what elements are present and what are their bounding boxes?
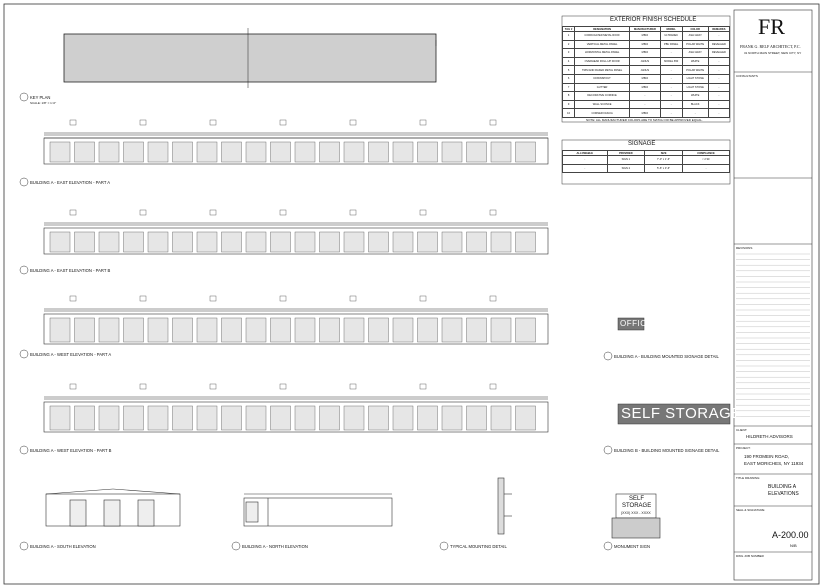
mounting-detail-drawing [498,478,512,534]
overhead-door [516,232,536,252]
overhead-door [197,142,217,162]
table-cell: - [708,57,729,66]
monument-line1: SELF [629,496,645,502]
finish-tag [140,210,146,215]
finish-tag [70,210,76,215]
overhead-door [418,232,438,252]
table-cell: ULTRADEK [660,32,682,41]
overhead-doors [50,142,536,430]
project-address-1: 190 FROMEIN ROAD, [744,454,790,459]
table-cell: 4 [563,57,575,66]
table-cell: WHITE [682,57,708,66]
overhead-door [271,406,291,430]
signage-table [562,150,730,173]
finish-tag [70,296,76,301]
table-header: MANUFACTURER [630,27,661,32]
east-elevation-b-title: BUILDING A - EAST ELEVATION - PART B [30,268,111,273]
monument-sign-title: MONUMENT SIGN [614,544,650,549]
table-cell: 2 [563,40,575,49]
overhead-door [393,232,413,252]
finish-tag [280,120,286,125]
overhead-door [418,142,438,162]
overhead-door [197,232,217,252]
table-cell: - [708,100,729,109]
table-cell: 3 [563,49,575,58]
overhead-door [467,318,487,342]
finish-tag [210,120,216,125]
overhead-door [344,232,364,252]
firm-name: FRANK G. RELF ARCHITECT, P.C. [740,44,801,49]
table-cell: HORIZONTAL METAL PANEL [575,49,630,58]
table-cell: - [708,92,729,101]
overhead-door [271,232,291,252]
overhead-door [393,318,413,342]
table-cell: MBCI [630,83,661,92]
table-cell: POLAR WHITE [682,66,708,75]
overhead-door [491,318,511,342]
overhead-door [246,232,266,252]
table-cell: CORNER FASCIA [575,109,630,118]
table-cell: SIGN 1 [607,156,645,165]
overhead-door [295,142,315,162]
table-row [563,57,730,66]
finish-tag [210,384,216,389]
table-cell: LIGHT STONE [682,74,708,83]
project-label: PROJECT: [736,446,751,450]
table-cell: ASH GRAY [682,49,708,58]
table-cell: - [630,100,661,109]
overhead-door [173,406,193,430]
finish-schedule-note: NOTE: ALL MANUFACTURER COLORS ARE TO MATCH OR BE APPROVED EQUAL. [586,118,703,122]
table-cell: - [708,83,729,92]
table-cell: 1 [563,32,575,41]
overhead-door [50,142,70,162]
table-cell: POLAR WHITE [682,40,708,49]
east-elevation-a-title: BUILDING A - EAST ELEVATION - PART A [30,180,111,185]
table-cell: 5 [563,66,575,75]
project-address-2: EAST MORICHES, NY 11934 [744,461,804,466]
finish-schedule-title: EXTERIOR FINISH SCHEDULE [610,17,697,23]
west-elevation-a-title: BUILDING A - WEST ELEVATION - PART A [30,352,112,357]
overhead-door [75,232,95,252]
table-row [563,74,730,83]
table-header: COMPLIANCE [683,151,730,156]
west-elevation-b-title: BUILDING A - WEST ELEVATION - PART B [30,448,112,453]
sheet-number: A-200.00 [772,530,809,540]
table-cell: DOWNSPOUT [575,74,630,83]
table-row [563,40,730,49]
overhead-door [148,232,168,252]
overhead-door [148,142,168,162]
overhead-door [222,406,242,430]
table-cell: TRIM AND RAKED METAL PANEL [575,66,630,75]
finish-tag [350,210,356,215]
table-cell: MODEL 650 [660,57,682,66]
table-cell: 7 [563,83,575,92]
overhead-door [50,232,70,252]
table-cell: - [660,109,682,118]
table-cell: REVEALED [708,49,729,58]
overhead-door [442,232,462,252]
overhead-door [246,318,266,342]
overhead-door [295,232,315,252]
finish-tag [490,384,496,389]
overhead-door [320,232,340,252]
overhead-door [320,142,340,162]
overhead-door [467,232,487,252]
table-row [563,49,730,58]
finish-tag [350,296,356,301]
table-cell: MBCI [630,74,661,83]
overhead-door [369,232,389,252]
overhead-door [246,142,266,162]
table-cell: MBCI [630,40,661,49]
south-elevation-drawing [46,489,180,526]
scale-label: SCALE: 1/8" = 1'-0" [30,101,57,105]
revision-rows [736,254,810,416]
office-sign-text: OFFICE [620,319,653,328]
table-row [563,164,730,173]
table-cell: - [708,109,729,118]
finish-tag [420,384,426,389]
overhead-door [369,142,389,162]
table-row [563,83,730,92]
north-elevation-drawing [244,494,392,526]
finish-tag [210,210,216,215]
table-row [563,100,730,109]
overhead-door [369,406,389,430]
table-cell: - [630,92,661,101]
table-cell: 8 [563,92,575,101]
table-header: DESIGNATION [575,27,630,32]
overhead-door [99,232,119,252]
client-name: HILDRETH ADVISORS [746,434,793,439]
table-cell: MBCI [630,109,661,118]
overhead-door [271,142,291,162]
overhead-door [442,406,462,430]
drawing-title-2: ELEVATIONS [768,491,799,497]
finish-tag [420,210,426,215]
overhead-door [148,318,168,342]
overhead-door [50,406,70,430]
overhead-door [516,142,536,162]
table-row [563,66,730,75]
table-cell: REVEALED [708,40,729,49]
title-label: TITLE DRAWING: [736,476,761,480]
table-cell: - [660,74,682,83]
finish-tag [490,120,496,125]
table-cell: OVERHEAD ROLL-UP DOOR [575,57,630,66]
table-cell: VERTICAL METAL PANEL [575,40,630,49]
overhead-door [173,142,193,162]
finish-tag [490,210,496,215]
finish-tag [420,120,426,125]
overhead-door [124,318,144,342]
firm-address: 31 NORTH MAIN STREET, NEW CITY, NY [744,51,802,55]
drawing-title-1: BUILDING A [768,484,797,490]
table-cell: 6 [563,74,575,83]
table-cell: - [682,109,708,118]
overhead-door [271,318,291,342]
key-plan-drawing [64,28,436,88]
overhead-door [467,142,487,162]
table-header: MODEL [660,27,682,32]
table-header: REMARKS [708,27,729,32]
self-storage-sign-text: SELF STORAGE [621,405,742,422]
overhead-door [418,318,438,342]
table-row [563,32,730,41]
finish-tag [280,210,286,215]
finish-tag [140,120,146,125]
overhead-door [75,406,95,430]
table-cell: MBCI [630,49,661,58]
overhead-door [516,406,536,430]
table-header: COLOR [682,27,708,32]
table-cell: < 2 SF [683,156,730,165]
north-elevation-title: BUILDING A - NORTH ELEVATION [242,544,308,549]
overhead-door [246,406,266,430]
overhead-door [393,142,413,162]
overhead-door [295,406,315,430]
finish-tag [70,120,76,125]
table-cell: PBU PANEL [660,40,682,49]
overhead-door [99,142,119,162]
sign-a-title: BUILDING A - BUILDING MOUNTED SIGNAGE DETAIL [614,354,719,359]
table-header: SIZE [645,151,683,156]
overhead-door [197,406,217,430]
finish-tag [420,296,426,301]
table-row [563,156,730,165]
table-header: ALLOWABLE [563,151,608,156]
overhead-door [516,318,536,342]
sign-b-title: BUILDING B - BUILDING MOUNTED SIGNAGE DETAIL [614,448,720,453]
table-cell: MBCI [630,32,661,41]
overhead-door [75,142,95,162]
overhead-door [148,406,168,430]
consultant-label: CONSULTANTS [736,74,758,78]
table-cell: - [708,32,729,41]
table-cell: JANUS [630,66,661,75]
finish-tag [280,384,286,389]
overhead-door [442,142,462,162]
overhead-door [320,318,340,342]
table-cell: 7'-0" x 1'-6" [645,156,683,165]
finish-tag [210,296,216,301]
overhead-door [344,142,364,162]
dwg-label: DWG JOB NUMBER [736,554,764,558]
overhead-door [393,406,413,430]
overhead-door [222,318,242,342]
table-cell: 10 [563,109,575,118]
table-cell: - [660,100,682,109]
overhead-door [75,318,95,342]
overhead-door [124,232,144,252]
overhead-door [491,142,511,162]
table-cell: 5'-6" x 3'-6" [645,164,683,173]
table-row [563,109,730,118]
overhead-door [99,406,119,430]
overhead-door [344,406,364,430]
finish-tag [140,384,146,389]
table-cell: - [660,92,682,101]
revisions-label: REVISIONS [736,246,753,250]
overhead-door [491,232,511,252]
table-header: TAG # [563,27,575,32]
table-cell: JANUS [630,57,661,66]
finish-tag [350,120,356,125]
monument-phone: (XXX) XXX - XXXX [621,511,651,515]
monument-line2: STORAGE [622,503,652,509]
table-cell: - [660,49,682,58]
table-cell: SIGN 2 [607,164,645,173]
sheet-of: N/B [790,543,797,548]
table-header: PROVIDED [607,151,645,156]
mounting-detail-title: TYPICAL MOUNTING DETAIL [450,544,507,549]
table-cell: - [660,83,682,92]
table-cell: - [660,66,682,75]
signage-table-title: SIGNAGE [628,141,656,147]
table-cell: - [683,164,730,173]
overhead-door [124,142,144,162]
overhead-door [295,318,315,342]
overhead-door [124,406,144,430]
table-cell: BLACK [682,100,708,109]
finish-tag [490,296,496,301]
overhead-door [491,406,511,430]
table-cell: - [563,164,608,173]
overhead-door [320,406,340,430]
overhead-door [222,232,242,252]
overhead-door [99,318,119,342]
table-cell: - [563,156,608,165]
finish-schedule-table [562,26,730,118]
overhead-door [418,406,438,430]
seal-label: SEAL & SIGNATURE [736,508,765,512]
key-plan-title: KEY PLAN [30,95,51,100]
table-cell: - [708,74,729,83]
south-elevation-title: BUILDING A - SOUTH ELEVATION [30,544,96,549]
overhead-door [344,318,364,342]
overhead-door [173,318,193,342]
firm-logo: FR [758,14,785,39]
finish-tag [280,296,286,301]
table-cell: CORRUGATED METAL ROOF [575,32,630,41]
overhead-door [369,318,389,342]
overhead-door [222,142,242,162]
overhead-door [50,318,70,342]
finish-tag [350,384,356,389]
table-cell: - [708,66,729,75]
client-label: CLIENT: [736,428,748,432]
table-row [563,92,730,101]
table-cell: 9 [563,100,575,109]
overhead-door [197,318,217,342]
finish-tag [70,384,76,389]
table-cell: GUTTER [575,83,630,92]
table-cell: LIGHT STONE [682,83,708,92]
table-cell: WHITE [682,92,708,101]
overhead-door [442,318,462,342]
finish-tag [140,296,146,301]
table-cell: WALL SCONCE [575,100,630,109]
table-cell: ASH GRAY [682,32,708,41]
overhead-door [467,406,487,430]
overhead-door [173,232,193,252]
table-cell: DECORATIVE CORNICE [575,92,630,101]
